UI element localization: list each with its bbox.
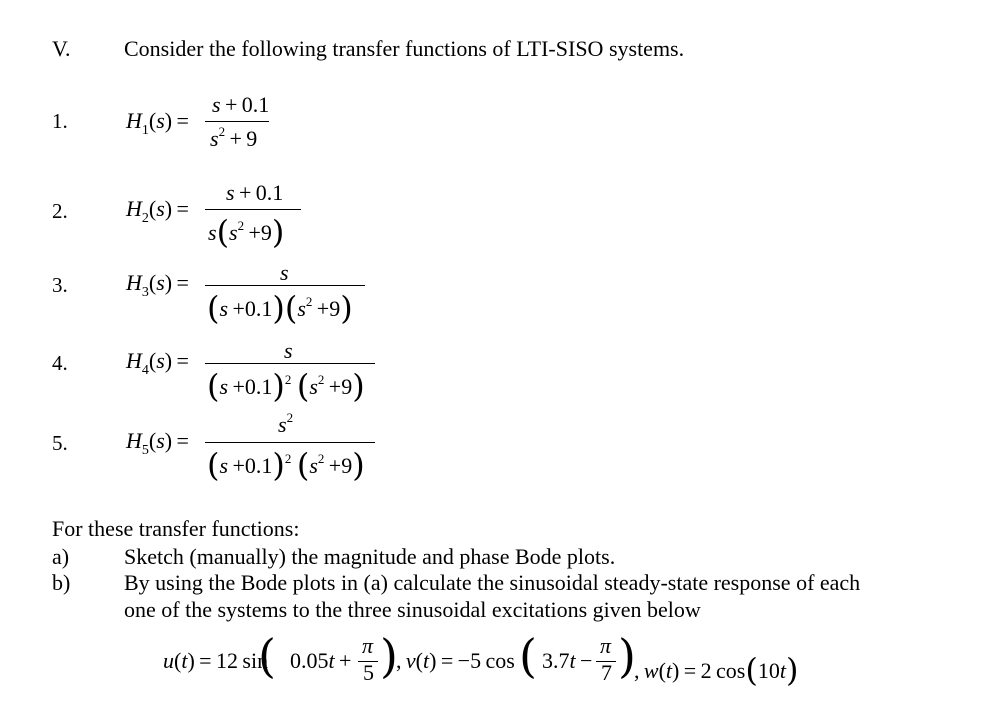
equation-numerator: s <box>280 260 289 285</box>
section-intro: Consider the following transfer functions of LTI-SISO systems. <box>124 36 685 61</box>
equation-lhs: $H_5(s)$ = <box>126 428 189 458</box>
paren-open: ( <box>519 629 537 683</box>
excitation-u-arg: 0.05t + <box>290 648 352 673</box>
excitation-v-left: , v(t) = −5 cos <box>396 648 515 673</box>
task-b-text-1: By using the Bode plots in (a) calculate the sinusoidal steady-state response of each <box>124 570 861 595</box>
fraction-denominator: 7 <box>601 660 612 685</box>
equation-numerator: s + 0.1 <box>212 92 270 117</box>
excitation-v-arg: 3.7t − <box>542 648 593 673</box>
task-b-text-2: one of the systems to the three sinusoidal excitations given below <box>124 597 701 622</box>
excitation-u-left: u(t) = 12 sin <box>163 648 269 673</box>
section-numeral: V. <box>52 36 71 61</box>
paren-close: ) <box>618 629 636 683</box>
task-b-label: b) <box>52 570 71 595</box>
equation-lhs: $H_2(s)$ = <box>126 196 189 226</box>
pi-numerator: π <box>600 633 612 658</box>
equation-numerator: s <box>284 338 293 363</box>
task-a-label: a) <box>52 544 70 569</box>
equation-denominator: $(s +0.1)^2$ $(s^2 +9)$ <box>207 367 365 405</box>
equation-denominator: $s^2 + 9$ <box>210 124 258 151</box>
item-number: 1. <box>52 109 68 133</box>
item-number: 3. <box>52 273 68 297</box>
equation-denominator: $(s +0.1)^2$ $(s^2 +9)$ <box>207 446 365 484</box>
fraction-bar <box>205 121 269 122</box>
equation-numerator: s + 0.1 <box>226 180 284 205</box>
item-1-numerator-text <box>0 0 1 1</box>
item-number: 5. <box>52 431 68 455</box>
paren-close: ) <box>380 629 398 683</box>
task-a-text: Sketch (manually) the magnitude and phase Bode plots. <box>124 544 616 569</box>
excitation-w: , w(t) = 2 cos(10t) <box>634 651 799 689</box>
equation-lhs: $H_3(s)$ = <box>126 270 189 300</box>
item-number: 4. <box>52 351 68 375</box>
tasks-lead: For these transfer functions: <box>52 516 300 541</box>
paren-open: ( <box>258 629 276 683</box>
equation-numerator: $s^2$ <box>278 410 294 437</box>
equation-lhs: $H_4(s)$ = <box>126 348 189 378</box>
fraction-denominator: 5 <box>363 660 374 685</box>
equation-lhs: $H_1(s)$ = <box>126 108 189 138</box>
pi-numerator: π <box>362 633 374 658</box>
item-number: 2. <box>52 199 68 223</box>
equation-denominator: $(s +0.1)(s^2 +9)$ <box>207 289 353 327</box>
equation-denominator: $s(s^2 +9)$ <box>208 213 285 251</box>
